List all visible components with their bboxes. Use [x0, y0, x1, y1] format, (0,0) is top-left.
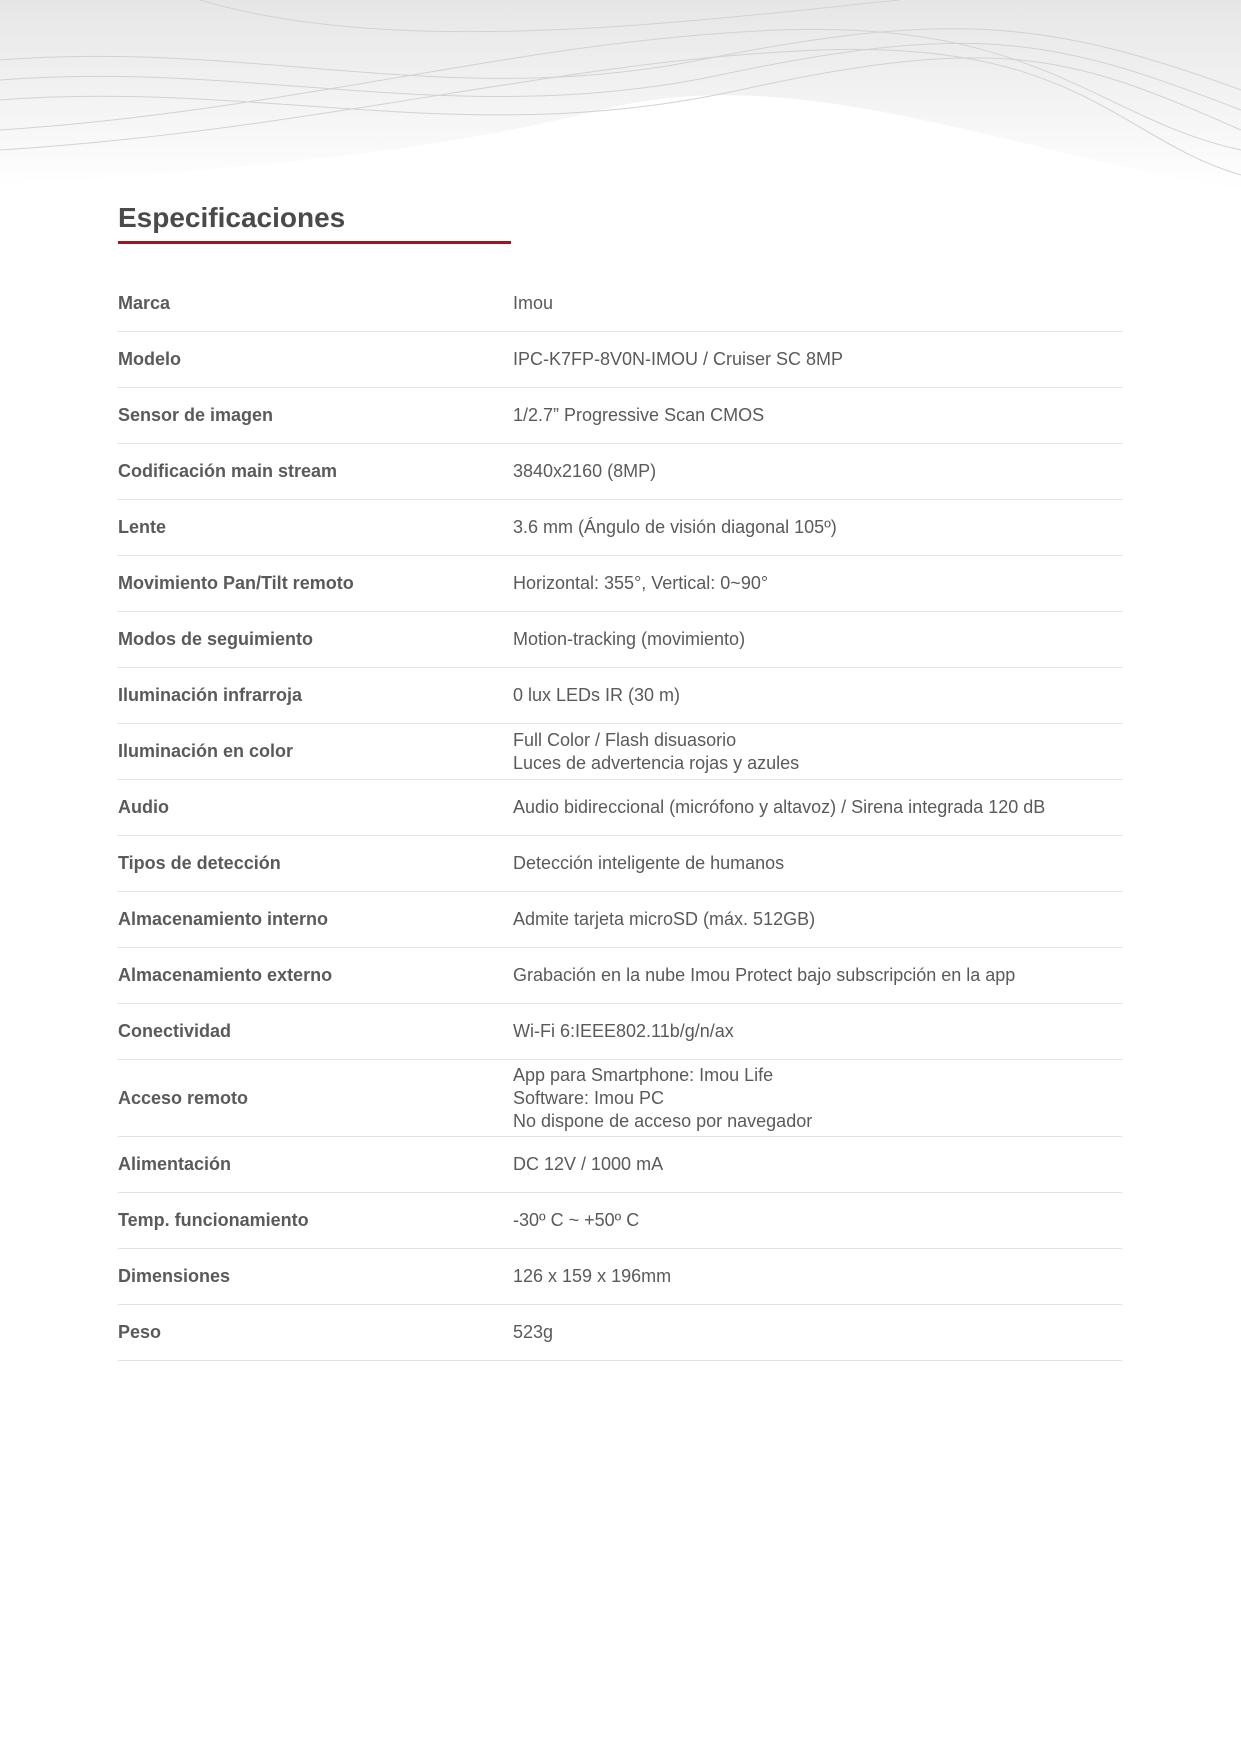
spec-row — [118, 500, 1122, 556]
spec-label: Conectividad — [118, 1021, 232, 1041]
spec-value-line: Software: Imou PC — [513, 1087, 665, 1108]
spec-value — [513, 729, 1122, 775]
spec-label: Marca — [118, 293, 171, 313]
spec-label: Iluminación infrarroja — [118, 685, 303, 705]
spec-value-line: Grabación en la nube Imou Protect bajo subscripción en la app — [513, 965, 1016, 985]
spec-label: Modelo — [118, 349, 181, 369]
spec-row — [118, 1305, 1122, 1361]
spec-value-line: IPC-K7FP-8V0N-IMOU / Cruiser SC 8MP — [513, 349, 844, 369]
spec-value-line: Luces de advertencia rojas y azules — [513, 752, 800, 773]
spec-label: Sensor de imagen — [118, 405, 274, 425]
spec-row — [118, 1249, 1122, 1305]
spec-value-line: Full Color / Flash disuasorio — [513, 729, 737, 750]
spec-row — [118, 836, 1122, 892]
spec-label: Almacenamiento interno — [118, 909, 329, 929]
spec-value — [513, 684, 1122, 707]
spec-value — [513, 460, 1122, 483]
spec-label: Iluminación en color — [118, 741, 294, 761]
page-title: Especificaciones — [118, 202, 346, 233]
spec-value — [513, 1064, 1122, 1133]
spec-label: Movimiento Pan/Tilt remoto — [118, 573, 354, 593]
spec-value — [513, 908, 1122, 931]
spec-value-line: Wi-Fi 6:IEEE802.11b/g/n/ax — [513, 1021, 734, 1041]
spec-value-line: No dispone de acceso por navegador — [513, 1110, 813, 1131]
spec-row — [118, 948, 1122, 1004]
spec-value — [513, 1209, 1122, 1232]
spec-value — [513, 628, 1122, 651]
spec-value — [513, 1321, 1122, 1344]
spec-value-line: 126 x 159 x 196mm — [513, 1266, 672, 1286]
spec-label: Modos de seguimiento — [118, 629, 314, 649]
spec-label: Temp. funcionamiento — [118, 1210, 309, 1230]
spec-value — [513, 404, 1122, 427]
spec-row — [118, 444, 1122, 500]
spec-value — [513, 964, 1122, 987]
spec-label: Lente — [118, 517, 167, 537]
spec-label: Almacenamiento externo — [118, 965, 333, 985]
spec-value — [513, 1020, 1122, 1043]
spec-value — [513, 348, 1122, 371]
spec-label: Tipos de detección — [118, 853, 281, 873]
spec-label: Audio — [118, 797, 169, 817]
spec-value-line: Detección inteligente de humanos — [513, 853, 785, 873]
spec-row — [118, 388, 1122, 444]
spec-row — [118, 1060, 1122, 1137]
spec-label: Peso — [118, 1322, 162, 1342]
spec-value-line: -30º C ~ +50º C — [513, 1210, 640, 1230]
spec-value — [513, 1153, 1122, 1176]
spec-value-line: 3840x2160 (8MP) — [513, 461, 657, 481]
spec-table — [118, 276, 1122, 1361]
spec-value-line: Imou — [513, 293, 554, 313]
spec-value-line: 3.6 mm (Ángulo de visión diagonal 105º) — [513, 517, 837, 537]
spec-value-line: Horizontal: 355°, Vertical: 0~90° — [513, 573, 769, 593]
decorative-wave-header — [0, 0, 1241, 200]
spec-row — [118, 612, 1122, 668]
spec-row — [118, 668, 1122, 724]
spec-row — [118, 892, 1122, 948]
spec-row — [118, 1193, 1122, 1249]
spec-value-line: Admite tarjeta microSD (máx. 512GB) — [513, 909, 816, 929]
spec-value-line: App para Smartphone: Imou Life — [513, 1064, 774, 1085]
spec-row — [118, 556, 1122, 612]
spec-value-line: 1/2.7” Progressive Scan CMOS — [513, 405, 765, 425]
spec-row — [118, 780, 1122, 836]
spec-row — [118, 332, 1122, 388]
spec-value-line: Audio bidireccional (micrófono y altavoz) / Sirena integrada 120 dB — [513, 797, 1046, 817]
spec-value-line: 0 lux LEDs IR (30 m) — [513, 685, 681, 705]
spec-value — [513, 1265, 1122, 1288]
spec-row — [118, 1137, 1122, 1193]
spec-value-line: Motion-tracking (movimiento) — [513, 629, 746, 649]
spec-label: Acceso remoto — [118, 1087, 249, 1108]
spec-value — [513, 852, 1122, 875]
spec-label: Codificación main stream — [118, 461, 338, 481]
spec-value-line: DC 12V / 1000 mA — [513, 1154, 664, 1174]
spec-row — [118, 276, 1122, 332]
spec-value — [513, 292, 1122, 315]
spec-value — [513, 796, 1122, 819]
spec-value — [513, 572, 1122, 595]
spec-row — [118, 724, 1122, 780]
title-underline — [118, 241, 511, 244]
spec-value — [513, 516, 1122, 539]
spec-label: Alimentación — [118, 1154, 232, 1174]
spec-label: Dimensiones — [118, 1266, 231, 1286]
spec-value-line: 523g — [513, 1322, 554, 1342]
spec-row — [118, 1004, 1122, 1060]
